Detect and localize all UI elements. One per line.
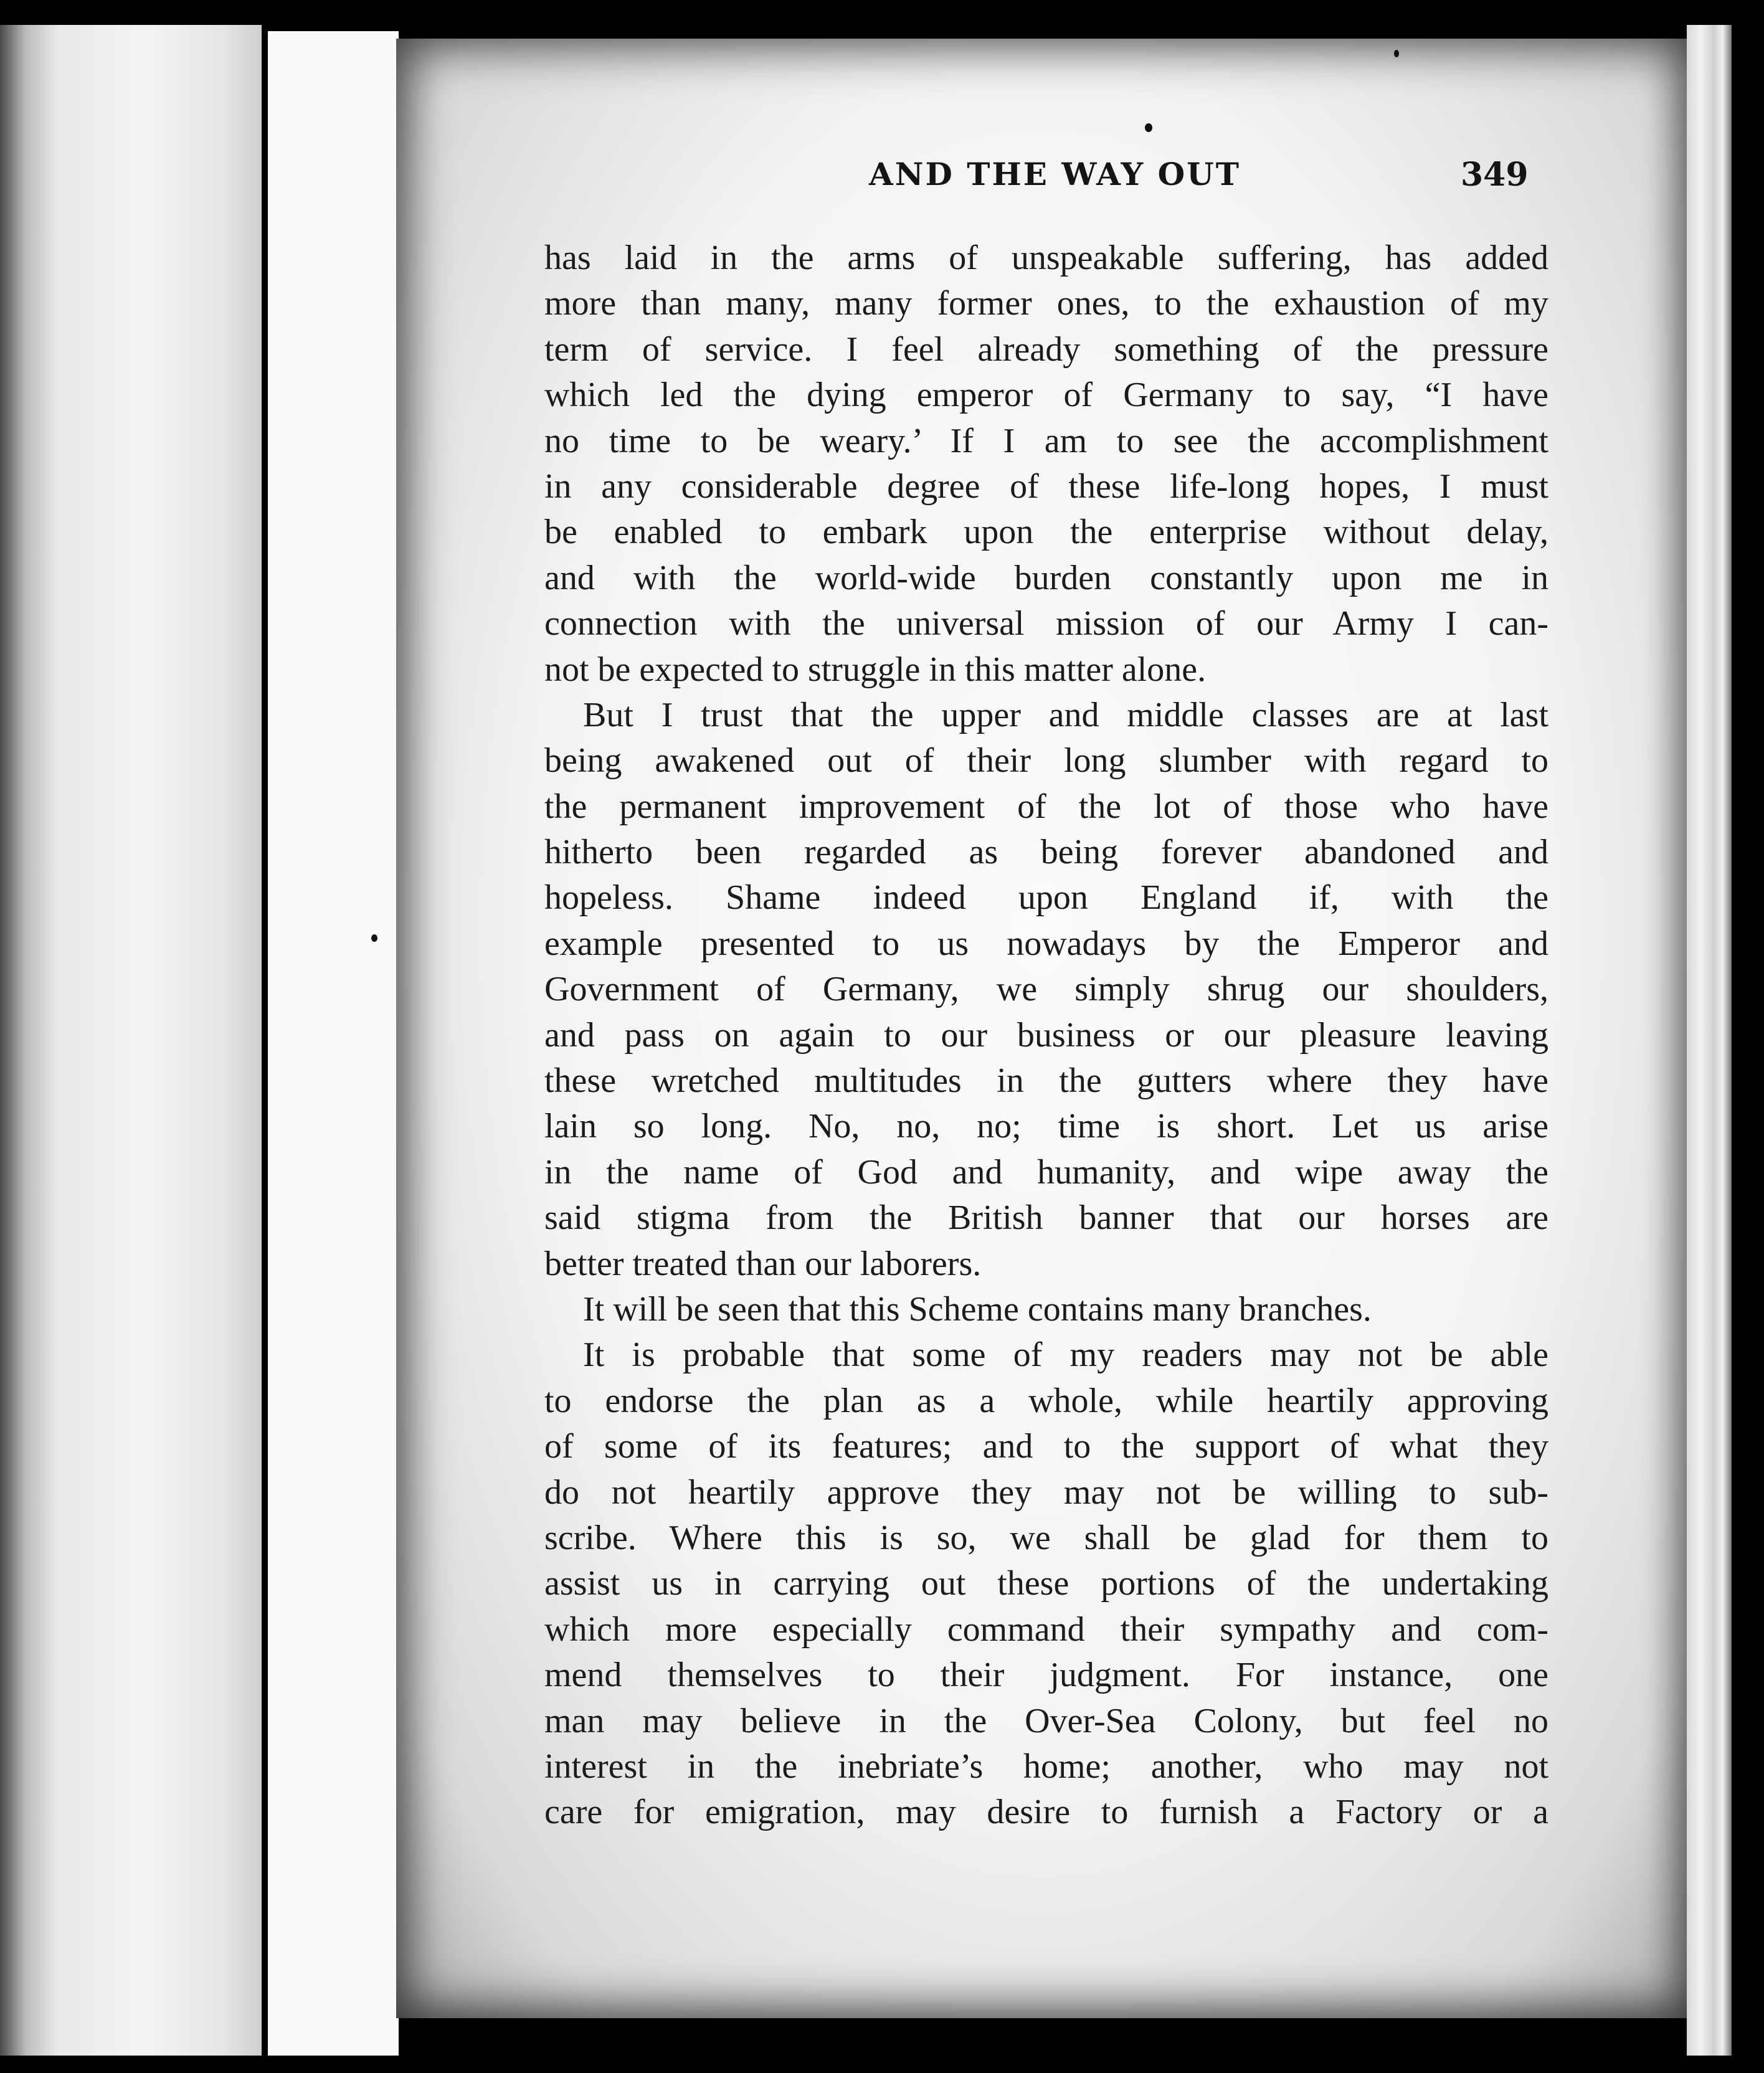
text-line: being awakened out of their long slumber with regard to bbox=[544, 741, 1548, 780]
text-line: not be expected to struggle in this matter alone. bbox=[544, 650, 1207, 689]
text-line: assist us in carrying out these portions of the undertaking bbox=[544, 1564, 1548, 1603]
text-line: do not heartily approve they may not be willing to sub- bbox=[544, 1473, 1548, 1512]
text-line: It will be seen that this Scheme contains many branches. bbox=[583, 1289, 1372, 1329]
text-line: no time to be weary.’ If I am to see the accomplishment bbox=[544, 421, 1548, 460]
dust-speck bbox=[371, 934, 377, 942]
text-line: term of service. I feel already something of the pressure bbox=[544, 330, 1548, 369]
dust-speck bbox=[1394, 50, 1399, 57]
text-line: in the name of God and humanity, and wipe away the bbox=[544, 1152, 1548, 1192]
text-line: has laid in the arms of unspeakable suffering, has added bbox=[544, 239, 1548, 277]
text-line: which led the dying emperor of Germany to say, “I have bbox=[544, 376, 1548, 415]
text-line: better treated than our laborers. bbox=[544, 1244, 982, 1283]
text-line: It is probable that some of my readers may not be able bbox=[583, 1335, 1548, 1375]
text-line: be enabled to embark upon the enterprise without delay, bbox=[544, 513, 1548, 552]
text-line: connection with the universal mission of our Army I can- bbox=[544, 604, 1548, 643]
text-line: these wretched multitudes in the gutters where they have bbox=[544, 1061, 1548, 1101]
running-head-title: AND THE WAY OUT bbox=[869, 156, 1241, 192]
text-line: lain so long. No, no, no; time is short. Let us arise bbox=[544, 1107, 1548, 1146]
text-line: Government of Germany, we simply shrug our shoulders, bbox=[544, 970, 1548, 1009]
text-line: said stigma from the British banner that our horses are bbox=[544, 1198, 1548, 1238]
text-line: interest in the inebriate’s home; another, who may not bbox=[544, 1747, 1548, 1786]
text-line: hitherto been regarded as being forever abandoned and bbox=[544, 833, 1548, 872]
text-line: the permanent improvement of the lot of those who have bbox=[544, 787, 1548, 826]
facing-page bbox=[0, 25, 262, 2056]
dust-speck bbox=[1145, 123, 1152, 132]
text-line: care for emigration, may desire to furnish a Factory or a bbox=[544, 1793, 1548, 1832]
text-line: But I trust that the upper and middle classes are at last bbox=[583, 695, 1548, 734]
text-line: which more especially command their sympathy and com- bbox=[544, 1610, 1548, 1649]
blank-leaf bbox=[268, 31, 399, 2056]
page-edge bbox=[1687, 25, 1732, 2056]
text-line: example presented to us nowadays by the Emperor and bbox=[544, 924, 1548, 963]
text-line: of some of its features; and to the support of what they bbox=[544, 1427, 1548, 1466]
text-line: and pass on again to our business or our pleasure leaving bbox=[544, 1015, 1548, 1055]
text-line: in any considerable degree of these life-long hopes, I must bbox=[544, 467, 1548, 506]
text-line: more than many, many former ones, to the exhaustion of my bbox=[544, 284, 1548, 323]
text-line: scribe. Where this is so, we shall be glad for them to bbox=[544, 1518, 1548, 1557]
body-text bbox=[544, 235, 1548, 1836]
text-line: to endorse the plan as a whole, while heartily approving bbox=[544, 1381, 1548, 1420]
running-head bbox=[0, 156, 1764, 206]
text-line: man may believe in the Over-Sea Colony, but feel no bbox=[544, 1701, 1548, 1740]
text-line: and with the world-wide burden constantly upon me in bbox=[544, 558, 1548, 597]
text-line: hopeless. Shame indeed upon England if, with the bbox=[544, 878, 1548, 918]
text-line: mend themselves to their judgment. For instance, one bbox=[544, 1656, 1548, 1695]
page-number: 349 bbox=[1461, 156, 1529, 194]
